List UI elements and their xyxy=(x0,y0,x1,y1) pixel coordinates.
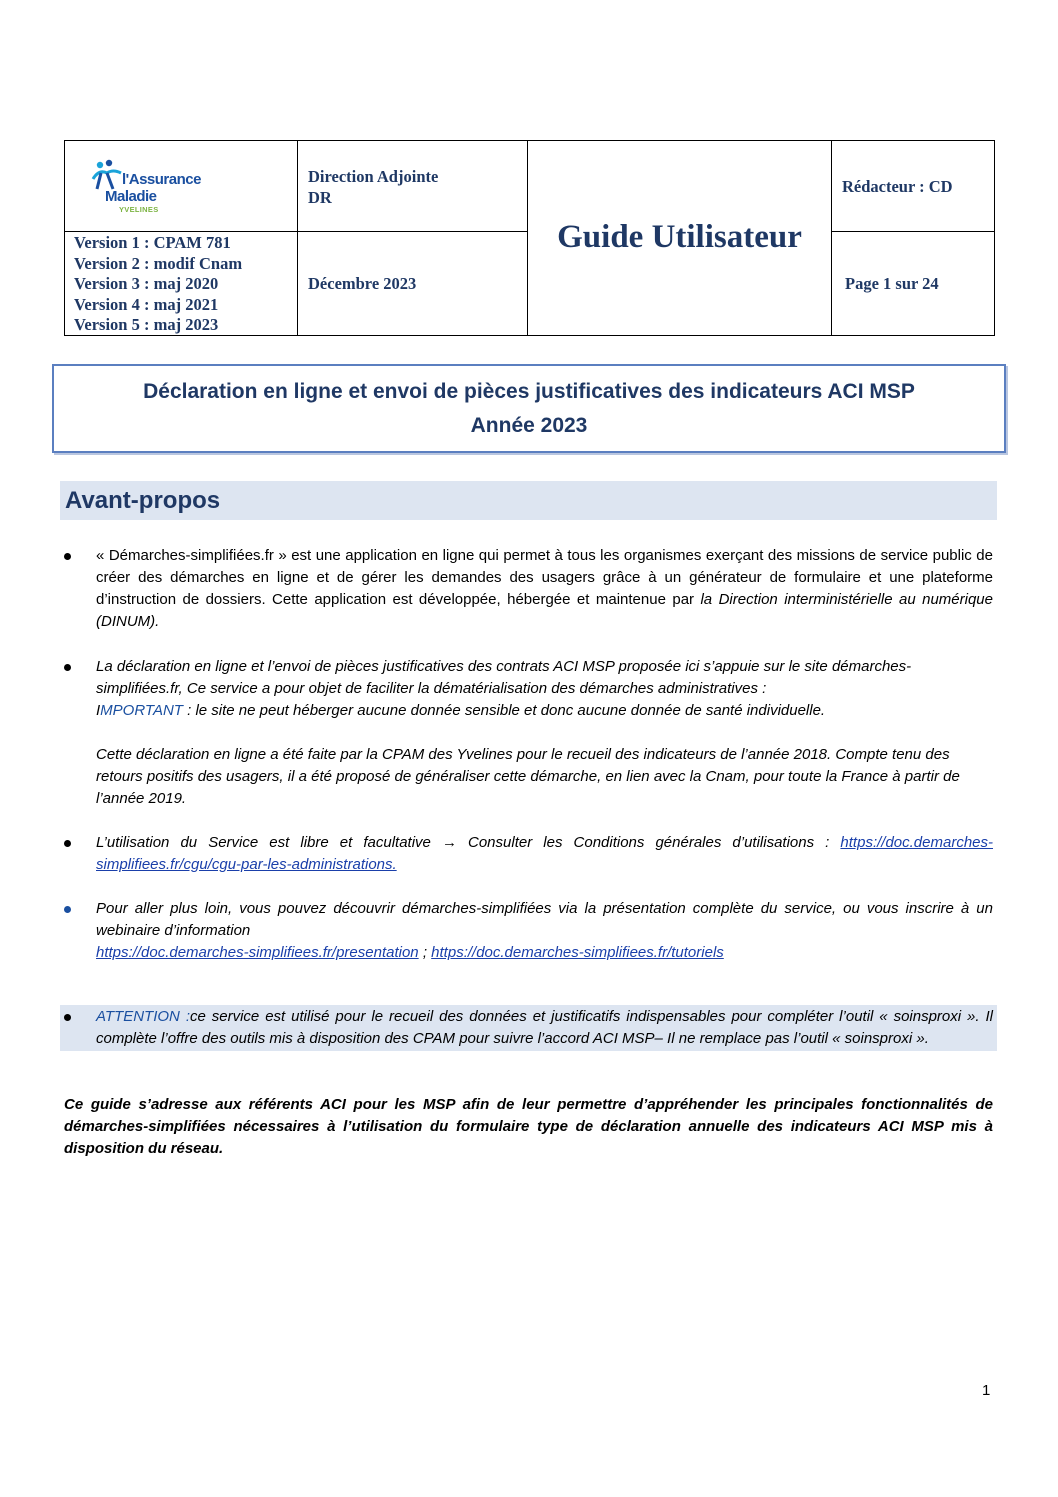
paragraph-demarches-simplifiees xyxy=(96,545,993,633)
bullet-icon xyxy=(64,553,71,560)
paragraph-text: L’utilisation du Service est libre et facultative → Consulter les Conditions générales d’utilisations : xyxy=(96,834,841,851)
redacteur-cell xyxy=(831,140,995,232)
version-line: Version 1 : CPAM 781 xyxy=(74,233,231,252)
document-title-box xyxy=(52,364,1006,453)
page-number: 1 xyxy=(982,1382,991,1399)
guide-title-cell xyxy=(527,140,832,336)
bullet-icon xyxy=(64,664,71,671)
versions-cell xyxy=(64,231,298,336)
page-indicator: Page 1 sur 24 xyxy=(845,274,939,293)
guide-title: Guide Utilisateur xyxy=(557,219,802,255)
assurance-maladie-logo xyxy=(87,157,207,217)
bullet-icon xyxy=(64,1014,71,1021)
document-year: Année 2023 xyxy=(470,414,588,437)
bullet-icon xyxy=(64,840,71,847)
document-header-table xyxy=(64,140,995,336)
version-line: Version 2 : modif Cnam xyxy=(74,253,243,273)
dinum-text: la Direction interministérielle au numérique (DINUM). xyxy=(96,591,993,630)
paragraph-text: Pour aller plus loin, vous pouvez découvrir démarches-simplifiées via la présentation complète du service, ou vous inscrire à un webinaire d’information xyxy=(96,900,993,939)
page-cell xyxy=(831,231,995,336)
attention-text: ce service est utilisé pour le recueil des données et justificatifs indispensables pour compléter l’outil « soinsproxi ». Il complète l’offre des outils mis à disposition des CPAM pour suivre l’accord ACI MSP– Il ne remplace pas l’outil « soinsproxi ». xyxy=(96,1008,993,1047)
version-line: Version 3 : maj 2020 xyxy=(74,274,219,293)
version-line: Version 5 : maj 2023 xyxy=(74,315,219,334)
paragraph-important xyxy=(96,700,993,722)
logo-line-2: Maladie xyxy=(105,188,157,205)
link-separator: ; xyxy=(418,944,432,961)
tutoriels-link[interactable]: https://doc.demarches-simplifiees.fr/tutoriels xyxy=(431,944,724,961)
paragraph-text: La déclaration en ligne et l’envoi de pièces justificatives des contrats ACI MSP proposée ici s’appuie sur le site démarches-simplifiées.fr, Ce service a pour objet de faciliter la dématérialisation des démarches administratives : xyxy=(96,658,912,697)
paragraph-attention xyxy=(96,1006,993,1050)
important-label: MPORTANT xyxy=(100,702,183,719)
direction-line-2: DR xyxy=(308,187,332,207)
attention-label: ATTENTION : xyxy=(96,1008,190,1025)
paragraph-conditions xyxy=(96,832,993,876)
redacteur-label: Rédacteur : CD xyxy=(842,177,953,196)
cgu-link[interactable]: https://doc.demarches-simplifiees.fr/cgu/cgu-par-les-administrations. xyxy=(96,834,993,873)
paragraph-text: Cette déclaration en ligne a été faite par la CPAM des Yvelines pour le recueil des indicateurs de l’année 2018. Compte tenu des retours positifs des usagers, il a été proposé de généraliser cette démarche, en lien avec la Cnam, pour toute la France à partir de l’année 2019. xyxy=(96,746,960,807)
paragraph-aller-plus-loin xyxy=(96,898,993,942)
document-date: Décembre 2023 xyxy=(308,274,417,293)
paragraph-declaration-intro xyxy=(96,656,993,700)
version-line: Version 4 : maj 2021 xyxy=(74,294,219,314)
important-text: : le site ne peut héberger aucune donnée sensible et donc aucune donnée de santé individuelle. xyxy=(182,702,826,719)
conclusion-paragraph: Ce guide s’adresse aux référents ACI pour les MSP afin de leur permettre d’appréhender les principales fonctionnalités de démarches-simplifiées nécessaires à l’utilisation du formulaire type de déclaration annuelle des indicateurs ACI MSP mis à disposition du réseau. xyxy=(64,1096,993,1157)
date-cell xyxy=(297,231,528,336)
paragraph-cpam-yvelines xyxy=(96,744,993,810)
logo-line-3: YVELINES xyxy=(119,205,159,214)
important-prefix: I xyxy=(96,702,101,719)
direction-cell xyxy=(297,140,528,232)
logo-line-1: l'Assurance xyxy=(122,171,201,188)
presentation-link[interactable]: https://doc.demarches-simplifiees.fr/presentation xyxy=(96,944,419,961)
logo-cell xyxy=(64,140,298,232)
section-heading: Avant-propos xyxy=(60,481,997,520)
direction-line-1: Direction Adjointe xyxy=(308,167,439,186)
paragraph-links xyxy=(96,942,993,964)
bullet-icon xyxy=(64,906,71,913)
document-title: Déclaration en ligne et envoi de pièces justificatives des indicateurs ACI MSP xyxy=(143,380,915,403)
paragraph-text: « Démarches-simplifiées.fr » est une application en ligne qui permet à tous les organismes exerçant des missions de service public de créer des démarches en ligne et de gérer les demandes des usagers grâce à un générateur de formulaire et une plateforme d’instruction de dossiers. Cette application est développée, hébergée et maintenue par xyxy=(96,547,993,608)
